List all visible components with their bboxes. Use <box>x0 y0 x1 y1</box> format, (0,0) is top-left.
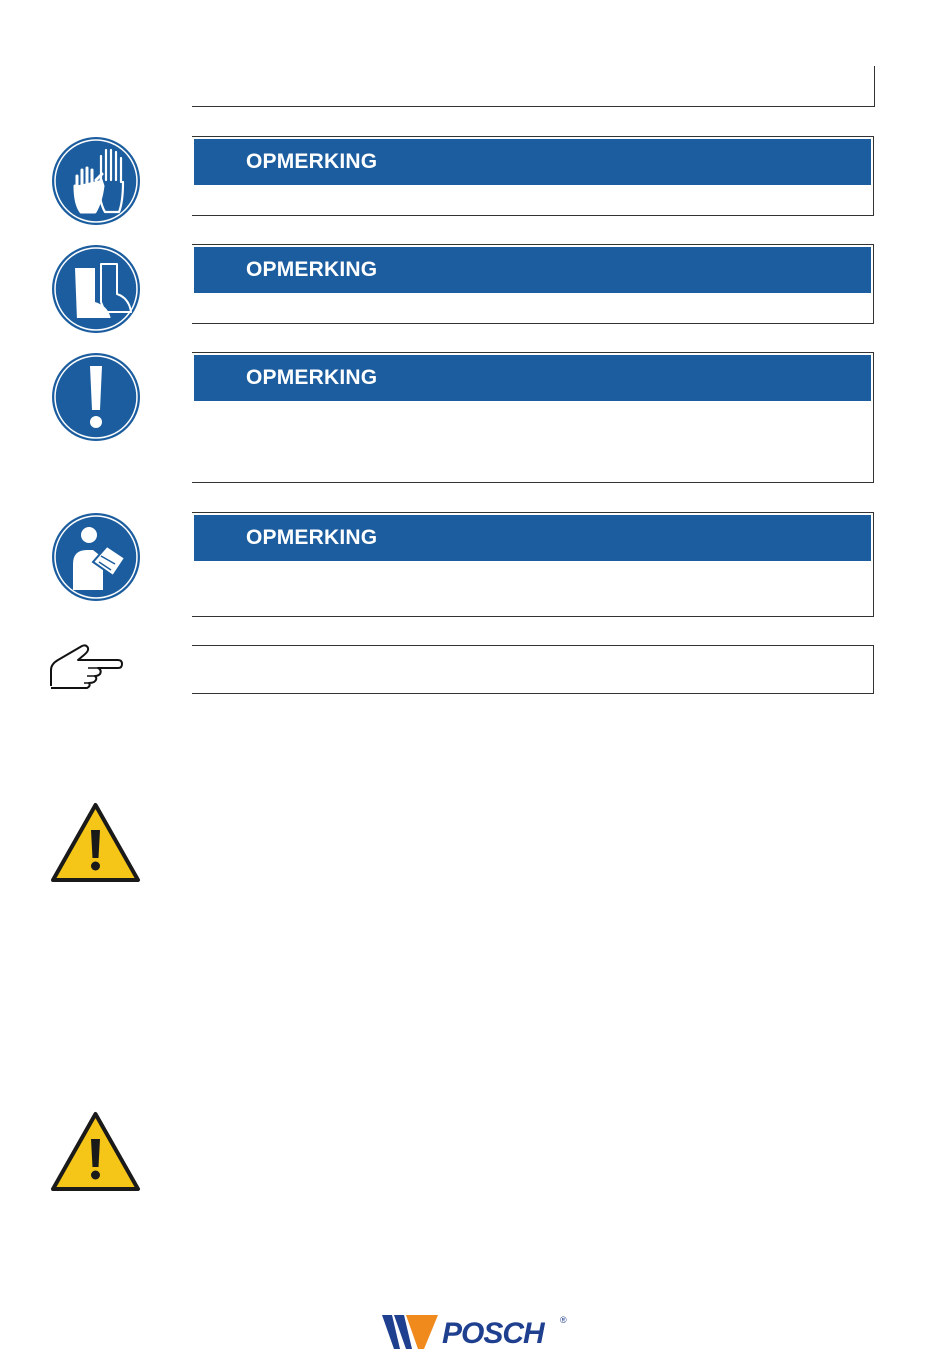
notice-gloves <box>192 136 874 216</box>
read-manual-icon <box>51 512 141 602</box>
notice-exclamation <box>192 352 874 483</box>
warning-triangle-icon <box>50 1111 141 1192</box>
warning-triangle-icon <box>50 802 141 883</box>
notice-header <box>194 355 871 401</box>
gloves-icon <box>51 136 141 226</box>
notice-header <box>194 139 871 185</box>
svg-text:®: ® <box>560 1315 567 1325</box>
exclamation-icon <box>51 352 141 442</box>
boots-icon <box>51 244 141 334</box>
notice-title: OPMERKING <box>246 150 378 173</box>
notice-boots <box>192 244 874 324</box>
svg-text:POSCH: POSCH <box>442 1317 544 1350</box>
hint-box <box>192 645 874 694</box>
notice-read-manual <box>192 512 874 617</box>
notice-header <box>194 515 871 561</box>
notice-title: OPMERKING <box>246 526 378 549</box>
notice-title: OPMERKING <box>246 366 378 389</box>
posch-logo <box>380 1309 570 1355</box>
pointing-hand-icon <box>48 642 124 690</box>
top-info-box <box>192 66 875 107</box>
notice-title: OPMERKING <box>246 258 378 281</box>
notice-header <box>194 247 871 293</box>
